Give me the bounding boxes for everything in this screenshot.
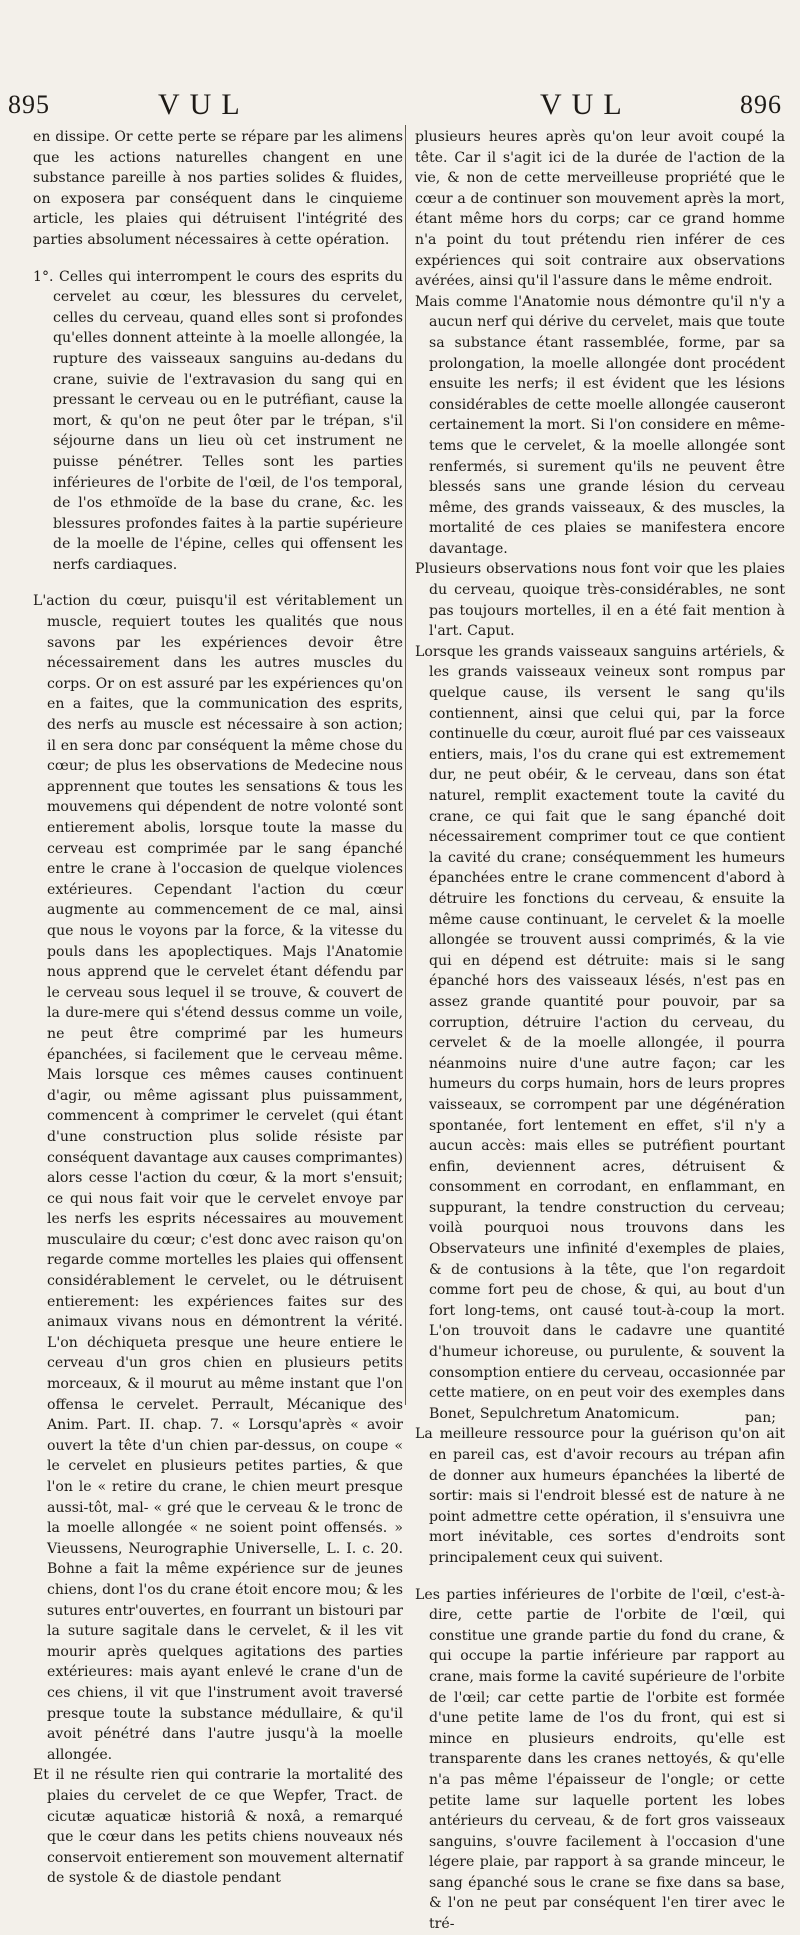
left-page-number: 895 — [8, 90, 50, 119]
right-paragraph-4: Lorsque les grands vaisseaux sanguins artériels, & les grands vaisseaux veineux sont rompus par quelque cause, ils versent le sang qu'ils contiennent, ainsi que celui qui, par la force continuelle du cœur, auroit flué par ces vaisseaux entiers, mais, l'os du crane qui est extremement dur, ne peut obéir, & le cerveau, dans son état naturel, remplit exactement toute la cavité du crane, ce qui fait que le sang épanché doit nécessairement comprimer tout ce que contient la cavité du crane; conséquemment les humeurs épanchées entre le crane commencent d'abord à détruire les fonctions du cerveau, & ensuite la même cause continuant, le cervelet & la moelle allongée se trouvent aussi comprimés, & la vie qui en dépend est détruite: mais si le sang épanché hors des vaisseaux lésés, n'est pas en assez grande quantité pour pouvoir, par sa corruption, détruire l'action du cerveau, du cervelet & de la moelle allongée, il pourra néanmoins nuire d'une autre façon; car les humeurs du corps humain, hors de leurs propres vaisseaux, se corrompent par une dégénération spontanée, fort lentement en effet, s'il n'y a aucun accès: mais elles se putréfient pourtant enfin, deviennent acres, détruisent & consomment en corrodant, en enflammant, en suppurant, la tendre construction du cerveau; voilà pourquoi nous trouvons dans les Observateurs une infinité d'exemples de plaies, & de contusions à la tête, que l'on regardoit comme fort peu de chose, & qui, au bout d'un fort long-tems, ont causé tout-à-coup la mort. L'on trouvoit dans le cadavre une quantité d'humeur ichoreuse, ou purulente, & souvent la consomption entiere du cerveau, occasionnée par cette matiere, on en peut voir des exemples dans Bonet, Sepulchretum Anatomicum. — [415, 643, 785, 1422]
catchword: pan; — [744, 1410, 776, 1426]
left-column — [33, 127, 403, 1889]
right-paragraph-3: Plusieurs observations nous font voir que les plaies du cerveau, quoique très-considérables, ne sont pas toujours mortelles, il en a été fait mention à l'art. Caput. — [415, 561, 785, 640]
right-column — [415, 127, 785, 1935]
column-divider — [405, 125, 406, 1405]
page-header — [0, 90, 800, 126]
right-page-number: 896 — [740, 90, 782, 119]
left-paragraph-1: en dissipe. Or cette perte se répare par les alimens que les actions naturelles changent en une substance pareille à nos parties solides & fluides, on exposera par conséquent dans le cinquieme article, les plaies qui détruisent l'intégrité des parties absolument nécessaires à cette opération. — [33, 129, 403, 248]
left-paragraph-2: 1°. Celles qui interrompent le cours des esprits du cervelet au cœur, les blessures du cervelet, celles du cerveau, quand elles sont si profondes qu'elles donnent atteinte à la moelle allongée, la rupture des vaisseaux sanguins au-dedans du crane, suivie de l'extravasion du sang qui en pressant le cerveau ou en le putréfiant, cause la mort, & qu'on ne peut ôter par le trépan, s'il séjourne dans un lieu où cet instrument ne puisse pénétrer. Telles sont les parties inférieures de l'orbite de l'œil, de l'os temporal, de l'os ethmoïde de la base du crane, &c. les blessures profondes faites à la partie supérieure de la moelle de l'épine, celles qui offensent les nerfs cardiaques. — [33, 268, 403, 573]
left-running-head: VUL — [158, 88, 250, 121]
right-paragraph-5: La meilleure ressource pour la guérison qu'on ait en pareil cas, est d'avoir recours au trépan afin de donner aux humeurs épanchées la liberté de sortir: mais si l'endroit blessé est de nature à ne point admettre cette opération, il s'ensuivra une mort inévitable, ces sortes d'endroits sont principalement ceux qui suivent. — [415, 1426, 785, 1566]
left-paragraph-4: Et il ne résulte rien qui contrarie la mortalité des plaies du cervelet de ce que Wepfer, Tract. de cicutæ aquaticæ historiâ & noxâ, a remarqué que le cœur dans les petits chiens nouveaux nés conservoit entierement son mouvement alternatif de systole & de diastole pendant — [33, 1767, 403, 1887]
right-paragraph-1: plusieurs heures après qu'on leur avoit coupé la tête. Car il s'agit ici de la durée de l'action de la vie, & non de cette merveilleuse propriété que le cœur a de continuer son mouvement après la mort, étant même hors du corps; car ce grand homme n'a point du tout prétendu rien inférer de ces expériences qui soit contraire aux observations avérées, ainsi qu'il l'assure dans le même endroit. — [415, 129, 785, 290]
right-paragraph-6: Les parties inférieures de l'orbite de l'œil, c'est-à-dire, cette partie de l'orbite de l'œil, qui constitue une grande partie du fond du crane, & qui occupe la partie inférieure par rapport au crane, mais forme la cavité supérieure de l'orbite de l'œil; car cette partie de l'orbite est formée d'une petite lame de l'os du front, qui est si mince en plusieurs endroits, qu'elle est transparente dans les cranes nettoyés, & qu'elle n'a pas même l'épaisseur de l'ongle; or cette petite lame sur laquelle portent les lobes antérieurs du cerveau, & de fort gros vaisseaux sanguins, s'ouvre facilement à l'occasion d'une légere plaie, par rapport à sa grande minceur, le sang épanché sous le crane se fixe dans sa base, & l'on ne peut par conséquent l'en tirer avec le tré- — [415, 1586, 785, 1933]
right-running-head: VUL — [540, 88, 632, 121]
right-paragraph-2: Mais comme l'Anatomie nous démontre qu'il n'y a aucun nerf qui dérive du cervelet, mais que toute sa substance étant rassemblée, forme, par sa prolongation, la moelle allongée dont procédent ensuite les nerfs; il est évident que les lésions considérables de cette moelle allongée causeront certainement la mort. Si l'on considere en même-tems que le cervelet, & la moelle allongée sont renfermés, si surement qu'ils ne peuvent être blessés sans une grande lésion du cerveau même, des grands vaisseaux, & des muscles, la mortalité de ces plaies se manifestera encore davantage. — [415, 293, 785, 557]
left-paragraph-3: L'action du cœur, puisqu'il est véritablement un muscle, requiert toutes les qualités que nous savons par les expériences devoir être nécessairement dans les autres muscles du corps. Or on est assuré par les expériences qu'on en a faites, que la communication des esprits, des nerfs au muscle est nécessaire à son action; il en sera donc par conséquent la même chose du cœur; de plus les observations de Medecine nous apprennent que toutes les sensations & tous les mouvemens qui dépendent de notre volonté sont entierement abolis, lorsque toute la masse du cerveau est comprimée par le sang épanché entre le crane à l'occasion de quelque violences extérieures. Cependant l'action du cœur augmente au commencement de ce mal, ainsi que nous le voyons par la force, & la vitesse du pouls dans les apoplectiques. Majs l'Anatomie nous apprend que le cervelet étant défendu par le cerveau sous lequel il se trouve, & couvert de la dure-mere qui s'étend dessus comme un voile, ne peut être comprimé par les humeurs épanchées, si facilement que le cerveau même. Mais lorsque ces mêmes causes continuent d'agir, ou même agissant plus puissamment, commencent à comprimer le cervelet (qui étant d'une construction plus solide résiste par conséquent davantage aux causes comprimantes) alors cesse l'action du cœur, & la mort s'ensuit; ce qui nous fait voir que le cervelet envoye par les nerfs les esprits nécessaires au mouvement musculaire du cœur; c'est donc avec raison qu'on regarde comme mortelles les plaies qui offensent considérablement le cervelet, ou le détruisent entierement: les expériences faites sur des animaux vivans nous en démontrent la vérité. L'on déchiqueta presque une heure entiere le cerveau d'un gros chien en plusieurs petits morceaux, & il mourut au même instant que l'on offensa le cervelet. Perrault, Mécanique des Anim. Part. II. chap. 7. « Lorsqu'après « avoir ouvert la tête d'un chien par-dessus, on coupe « le cervelet en plusieurs petites parties, & que l'on le « retire du crane, le chien meurt presque aussi-tôt, mal- « gré que le cerveau & le tronc de la moelle allongée « ne soient point offensés. » Vieussens, Neurographie Universelle, L. I. c. 20. Bohne a fait la même expérience sur de jeunes chiens, dont l'os du crane étoit encore mou; & les sutures entr'ouvertes, en fourrant un bistouri par la suture sagitale dans le cervelet, & il les vit mourir après quelques agitations des parties extérieures: mais ayant enlevé le crane d'un de ces chiens, il vit que l'instrument avoit traversé presque toute la substance médullaire, & qu'il avoit pénétré dans l'autre jusqu'à la moelle allongée. — [33, 593, 403, 1763]
